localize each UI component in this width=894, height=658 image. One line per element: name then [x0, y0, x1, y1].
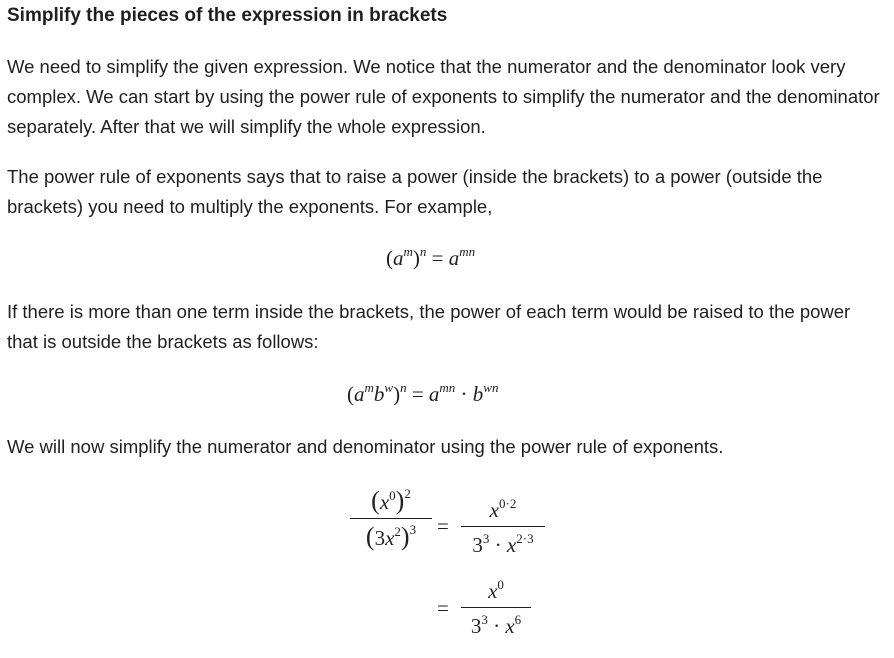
eq3-rhs2-den-var: x — [505, 614, 515, 638]
eq3-lhs-fraction-bar — [350, 518, 432, 519]
eq3-rhs2-den-base-exp: 3 — [481, 612, 488, 627]
eq3-rhs2-den-base: 3 — [470, 614, 482, 638]
eq1-result-base: a — [448, 246, 460, 270]
eq2-result-b-exp: wn — [483, 380, 499, 395]
eq3-lhs-den-outer: 3 — [409, 522, 417, 537]
eq3-lhs-num-base: x — [379, 490, 390, 514]
eq3-rhs1-numerator — [461, 498, 545, 523]
eq3-rhs1-num-base: x — [489, 498, 499, 522]
eq3-rhs1-fraction-bar — [461, 526, 545, 527]
eq3-lhs-fraction — [350, 486, 432, 552]
eq1-outer-exp: n — [419, 244, 427, 259]
eq3-rhs1-den-var-exp: 2·3 — [516, 531, 534, 546]
equation-product-power-rule: $(a^mb^w)^n = a^{mn} \cdot b^{wn}$ — [347, 380, 499, 406]
eq2-result-a-exp: mn — [439, 380, 456, 395]
eq3-lhs-denominator: $(3x^2)^3$ — [365, 522, 417, 551]
eq3-rhs1-den-base-exp: 3 — [482, 531, 490, 546]
eq2-m: m — [364, 380, 374, 395]
eq3-equals-2: = — [437, 596, 449, 620]
eq3-rhs2-denominator: $3^3 \cdot x^6$ — [470, 612, 522, 638]
eq3-rhs2-num-base: x — [488, 579, 498, 603]
eq3-equals-1: = — [437, 514, 449, 538]
eq2-n: n — [400, 380, 407, 395]
eq3-lhs-den-var: x — [385, 526, 395, 550]
paragraph-multiple-terms: If there is more than one term inside the brackets, the power of each term would be raised to the power that is outside the brackets as follows: — [7, 301, 851, 352]
eq3-rhs1-fraction — [461, 498, 545, 558]
eq3-lhs-numerator: $(x^0)^2$ — [371, 486, 411, 515]
eq3-rhs1-denominator: $3^3 \cdot x^{2\cdot 3}$ — [472, 531, 534, 557]
eq3-rhs1-den-var: x — [506, 533, 517, 557]
eq3-rhs2-num-exp: 0 — [497, 577, 504, 592]
paragraph-power-rule: The power rule of exponents says that to raise a power (inside the brackets) to a power (outside the brackets) you need to multiply the exponents. For example, — [7, 166, 823, 217]
eq1-result-exp: mn — [459, 244, 476, 259]
paragraph-intro: We need to simplify the given expression. We notice that the numerator and the denominator look very complex. We can start by using the power rule of exponents to simplify the numerator and the denominator separately. After that we will simplify the whole expression. — [7, 56, 880, 137]
eq2-w: w — [384, 380, 394, 395]
eq2-result-b: b — [472, 382, 484, 406]
eq3-lhs-num-outer: 2 — [404, 486, 411, 501]
eq3-rhs2-fraction — [461, 579, 531, 639]
eq3-rhs1-den-base: 3 — [472, 533, 483, 557]
eq3-lhs-den-inner: 2 — [394, 524, 401, 539]
equation-power-rule: $(a^m)^n = a^{mn}$ — [386, 244, 476, 270]
eq2-b: b — [373, 382, 385, 406]
eq3-rhs2-numerator — [461, 579, 531, 604]
eq3-rhs2-den-var-exp: 6 — [514, 612, 522, 627]
eq2-a: a — [354, 382, 365, 406]
eq3-rhs2-fraction-bar — [461, 607, 531, 608]
step-heading: Simplify the pieces of the expression in brackets — [7, 5, 448, 26]
eq2-result-a: a — [428, 382, 440, 406]
paragraph-now-simplify: We will now simplify the numerator and denominator using the power rule of exponents. — [7, 436, 724, 457]
eq1-base: a — [393, 246, 404, 270]
eq3-lhs-den-coef: 3 — [374, 526, 386, 550]
eq1-inner-exp: m — [403, 244, 413, 259]
eq3-lhs-num-inner: 0 — [389, 488, 396, 503]
eq3-rhs1-num-exp: 0·2 — [498, 496, 517, 511]
